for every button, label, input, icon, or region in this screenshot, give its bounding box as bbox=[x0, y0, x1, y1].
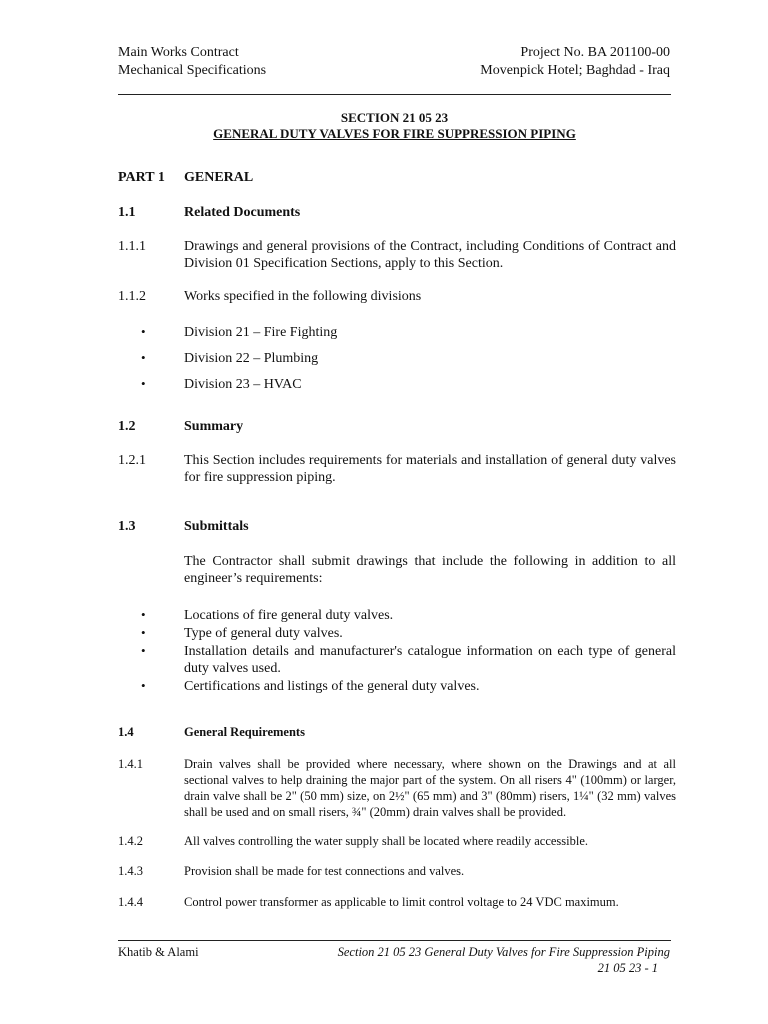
s1-2-number: 1.2 bbox=[118, 419, 136, 434]
submittal-item: Installation details and manufacturer's catalogue information on each type of general duty valves used. bbox=[184, 644, 676, 676]
s1-3-number: 1.3 bbox=[118, 519, 136, 534]
bullet-glyph: • bbox=[141, 324, 146, 339]
s1-2-1-text: This Section includes requirements for materials and installation of general duty valves for fire suppression piping. bbox=[184, 453, 676, 485]
s1-4-heading: General Requirements bbox=[184, 725, 305, 739]
footer-left: Khatib & Alami bbox=[118, 945, 199, 959]
s1-4-4-text: Control power transformer as applicable to limit control voltage to 24 VDC maximum. bbox=[184, 895, 619, 909]
s1-3-heading: Submittals bbox=[184, 519, 249, 534]
bullet-glyph: • bbox=[141, 643, 146, 658]
s1-1-heading: Related Documents bbox=[184, 205, 301, 220]
s1-4-4-number: 1.4.4 bbox=[118, 895, 143, 909]
s1-3-intro: The Contractor shall submit drawings that include the following in addition to all engineer’s requirements: bbox=[184, 554, 676, 586]
s1-4-1-number: 1.4.1 bbox=[118, 757, 143, 771]
s1-4-1-text: Drain valves shall be provided where necessary, where shown on the Drawings and at all sectional valves to help draining the major part of the system. On all risers 4" (100mm) or larger, drain valve shall be 2" (50 mm) size, on 2½" (65 mm) and 3" (80mm) risers, 1¼" (32 mm) valves shall be used and on small risers, ¾" (20mm) drain valves shall be provided. bbox=[184, 757, 676, 819]
s1-1-2-number: 1.1.2 bbox=[118, 289, 146, 304]
submittal-item: Type of general duty valves. bbox=[184, 626, 343, 641]
division-item: Division 22 – Plumbing bbox=[184, 351, 319, 366]
header-right-line1: Project No. BA 201100-00 bbox=[520, 45, 670, 60]
footer-rule bbox=[118, 940, 671, 941]
division-item: Division 21 – Fire Fighting bbox=[184, 325, 338, 340]
s1-4-2-text: All valves controlling the water supply shall be located where readily accessible. bbox=[184, 834, 589, 848]
part-number: PART 1 bbox=[118, 170, 165, 185]
bullet-glyph: • bbox=[141, 678, 146, 693]
bullet-glyph: • bbox=[141, 607, 146, 622]
s1-1-number: 1.1 bbox=[118, 205, 136, 220]
division-item: Division 23 – HVAC bbox=[184, 377, 302, 392]
s1-4-3-text: Provision shall be made for test connections and valves. bbox=[184, 864, 465, 878]
s1-1-2-text: Works specified in the following divisions bbox=[184, 289, 422, 304]
page-number: 21 05 23 - 1 bbox=[597, 961, 658, 975]
submittal-item: Certifications and listings of the general duty valves. bbox=[184, 679, 480, 694]
header-rule bbox=[118, 94, 671, 95]
s1-2-heading: Summary bbox=[184, 419, 244, 434]
section-number: SECTION 21 05 23 bbox=[340, 110, 449, 125]
section-title: GENERAL DUTY VALVES FOR FIRE SUPPRESSION PIPING bbox=[213, 126, 576, 141]
bullet-glyph: • bbox=[141, 376, 146, 391]
header-left-line1: Main Works Contract bbox=[118, 45, 239, 60]
s1-1-1-text: Drawings and general provisions of the Contract, including Conditions of Contract and Division 01 Specification Sections, apply to this Section. bbox=[184, 239, 676, 271]
s1-4-2-number: 1.4.2 bbox=[118, 834, 143, 848]
part-title: GENERAL bbox=[184, 170, 254, 185]
footer-right: Section 21 05 23 General Duty Valves for Fire Suppression Piping bbox=[337, 945, 670, 959]
s1-4-3-number: 1.4.3 bbox=[118, 864, 143, 878]
s1-2-1-number: 1.2.1 bbox=[118, 453, 146, 468]
header-left-line2: Mechanical Specifications bbox=[118, 63, 267, 78]
header-right-line2: Movenpick Hotel; Baghdad - Iraq bbox=[480, 63, 670, 78]
s1-1-1-number: 1.1.1 bbox=[118, 239, 146, 254]
bullet-glyph: • bbox=[141, 625, 146, 640]
bullet-glyph: • bbox=[141, 350, 146, 365]
submittal-item: Locations of fire general duty valves. bbox=[184, 608, 394, 623]
s1-4-number: 1.4 bbox=[118, 725, 134, 739]
